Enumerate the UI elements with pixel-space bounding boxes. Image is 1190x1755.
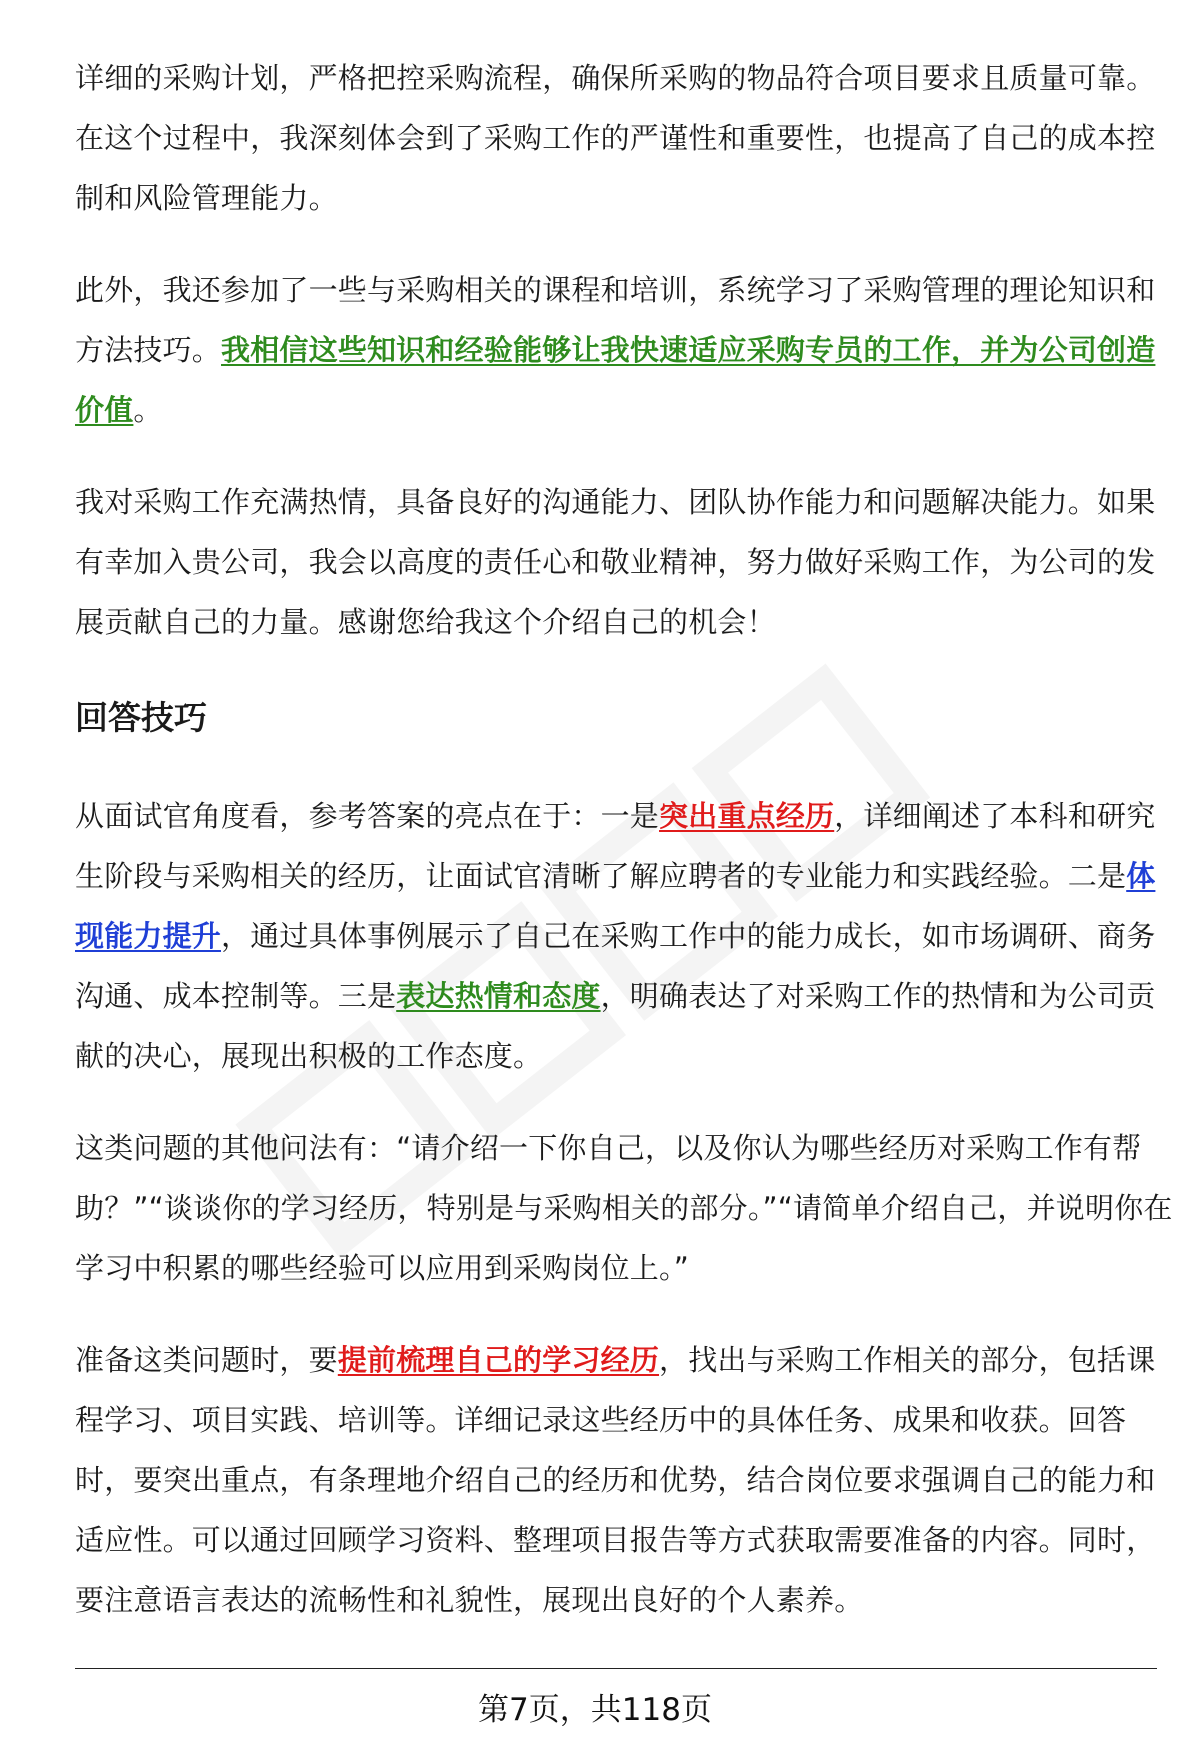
paragraph-text: ，明确表达了对采购工作的热情和为公司贡献的决心，展现出积极的工作态度。: [75, 979, 1156, 1073]
highlight-passion-attitude: 表达热情和态度: [396, 979, 601, 1013]
paragraph-text: 从面试官角度看，参考答案的亮点在于：一是: [75, 799, 660, 833]
page-content: [75, 48, 1180, 1662]
paragraph-procurement-plan: 详细的采购计划，严格把控采购流程，确保所采购的物品符合项目要求且质量可靠。在这个过程中，我深刻体会到了采购工作的严谨性和重要性，也提高了自己的成本控制和风险管理能力。: [75, 61, 1156, 215]
highlight-review-study: 提前梳理自己的学习经历: [337, 1343, 660, 1377]
paragraph-courses-training: [75, 260, 1180, 440]
paragraph-text: ，通过具体事例展示了自己在采购工作中的能力成长，如市场调研、商务沟通、成本控制等。三是: [75, 919, 1156, 1013]
highlight-ability-growth: 体现能力提升: [75, 859, 1156, 953]
paragraph-text: 准备这类问题时，要: [75, 1343, 338, 1377]
footer-divider: [75, 1668, 1157, 1669]
highlight-value-statement: 我相信这些知识和经验能够让我快速适应采购专员的工作，并为公司创造价值: [75, 333, 1156, 427]
page-number: 第7页，共118页: [478, 1692, 712, 1728]
paragraph-text: ，详细阐述了本科和研究生阶段与采购相关的经历，让面试官清晰了解应聘者的专业能力和实践经验。二是: [75, 799, 1156, 893]
paragraph-text: 。: [133, 393, 163, 427]
paragraph-enthusiasm: 我对采购工作充满热情，具备良好的沟通能力、团队协作能力和问题解决能力。如果有幸加入贵公司，我会以高度的责任心和敬业精神，努力做好采购工作，为公司的发展贡献自己的力量。感谢您给我这个介绍自己的机会！: [75, 485, 1156, 639]
paragraph-text: ，找出与采购工作相关的部分，包括课程学习、项目实践、培训等。详细记录这些经历中的具体任务、成果和收获。回答时，要突出重点，有条理地介绍自己的经历和优势，结合岗位要求强调自己的能力和适应性。可以通过回顾学习资料、整理项目报告等方式获取需要准备的内容。同时，要注意语言表达的流畅性和礼貌性，展现出良好的个人素养。: [75, 1343, 1156, 1617]
paragraph-interviewer-view: [75, 786, 1180, 1086]
highlight-key-experience: 突出重点经历: [659, 799, 835, 833]
paragraph-preparation: [75, 1330, 1180, 1630]
paragraph-text: 此外，我还参加了一些与采购相关的课程和培训，系统学习了采购管理的理论知识和方法技巧。: [75, 273, 1156, 367]
section-heading: 回答技巧: [75, 698, 207, 737]
paragraph-alternative-questions: 这类问题的其他问法有：“请介绍一下你自己，以及你认为哪些经历对采购工作有帮助？”“谈谈你的学习经历，特别是与采购相关的部分。”“请简单介绍自己，并说明你在学习中积累的哪些经验可以应用到采购岗位上。”: [75, 1131, 1173, 1285]
